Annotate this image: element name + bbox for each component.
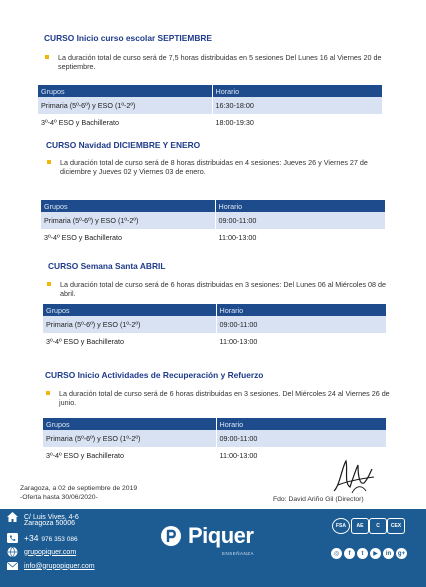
time-cell: 18:00-19:30 xyxy=(212,114,382,131)
time-cell: 11:00-13:00 xyxy=(215,229,385,246)
website-row[interactable] xyxy=(6,546,76,558)
time-cell: 11:00-13:00 xyxy=(216,333,386,350)
table-row xyxy=(38,97,382,114)
brand-name: Piquer xyxy=(188,523,254,548)
offer-line: -Oferta hasta 30/06/2020- xyxy=(20,494,98,501)
table-header-row xyxy=(43,418,386,430)
phone-icon xyxy=(6,532,19,544)
cert-fsa-icon: FSA xyxy=(332,518,350,534)
section-1-bullet xyxy=(45,53,385,72)
group-cell: 3º-4º ESO y Bachillerato xyxy=(38,114,212,131)
address-line2: Zaragoza 50006 xyxy=(24,520,75,527)
section-4-description: La duración total de curso será de 6 horas distribuidas en 3 sesiones. Del Miércoles 24 al Viernes 26 de junio. xyxy=(59,389,390,408)
group-cell: Primaria (5º-6º) y ESO (1º-2º) xyxy=(43,316,216,333)
twitter-icon[interactable]: t xyxy=(357,548,368,559)
schedule-header: Horario xyxy=(215,200,385,212)
cert-cex-icon: CEX xyxy=(387,518,405,534)
table-header-row xyxy=(38,85,382,97)
signature-caption: Fdo: David Ariño Gil (Director) xyxy=(273,496,364,503)
bullet-icon xyxy=(47,282,51,286)
address-line1: C/ Luis Vives, 4-6 xyxy=(24,513,79,521)
section-3-table xyxy=(43,304,386,350)
cert-c-icon: C xyxy=(369,518,387,534)
piquer-p-icon xyxy=(160,525,182,547)
section-1-description: La duración total de curso será de 7,5 horas distribuidas en 5 sesiones Del Lunes 16 al Viernes 20 de septiembre. xyxy=(58,53,382,72)
groups-header: Grupos xyxy=(41,200,215,212)
time-cell: 11:00-13:00 xyxy=(216,447,386,464)
groups-header: Grupos xyxy=(38,85,212,97)
table-row xyxy=(43,333,386,350)
director-signature xyxy=(328,455,378,497)
bullet-icon xyxy=(47,160,51,164)
section-2-bullet xyxy=(47,158,387,177)
brand-subtitle: ENSEÑANZA xyxy=(222,551,255,556)
home-icon xyxy=(6,511,19,523)
section-2-title: CURSO Navidad DICIEMBRE Y ENERO xyxy=(46,140,201,150)
table-header-row xyxy=(43,304,386,316)
googleplus-icon[interactable]: g+ xyxy=(396,548,407,559)
table-row xyxy=(41,212,385,229)
envelope-icon xyxy=(6,560,19,572)
group-cell: Primaria (5º-6º) y ESO (1º-2º) xyxy=(43,430,216,447)
section-3-title: CURSO Semana Santa ABRIL xyxy=(48,261,166,271)
website-link[interactable]: grupopiquer.com xyxy=(24,548,77,556)
email-link[interactable]: info@grupopiquer.com xyxy=(24,562,95,570)
group-cell: 3º-4º ESO y Bachillerato xyxy=(43,333,216,350)
section-1-title: CURSO Inicio curso escolar SEPTIEMBRE xyxy=(44,33,213,43)
section-1-table xyxy=(38,85,382,131)
youtube-icon[interactable]: ▶ xyxy=(370,548,381,559)
section-4-bullet xyxy=(46,389,391,408)
table-row xyxy=(41,229,385,246)
time-cell: 09:00-11:00 xyxy=(215,212,385,229)
groups-header: Grupos xyxy=(43,418,216,430)
group-cell: 3º-4º ESO y Bachillerato xyxy=(43,447,216,464)
facebook-icon[interactable]: f xyxy=(344,548,355,559)
time-cell: 09:00-11:00 xyxy=(216,430,386,447)
section-3-description: La duración total de curso será de 6 horas distribuidas en 3 sesiones: Del Lunes 06 al Miércoles 08 de abril. xyxy=(60,280,387,299)
table-row xyxy=(38,114,382,131)
phone-prefix: +34 xyxy=(24,533,39,543)
linkedin-icon[interactable]: in xyxy=(383,548,394,559)
section-2-description: La duración total de curso será de 8 horas distribuidas en 4 sesiones: Jueves 26 y Viernes 27 de diciembre y Jueves 02 y Viernes 03 de enero. xyxy=(60,158,368,177)
instagram-icon[interactable]: ◎ xyxy=(331,548,342,559)
bullet-icon xyxy=(45,55,49,59)
schedule-header: Horario xyxy=(212,85,382,97)
schedule-header: Horario xyxy=(216,304,386,316)
phone-number: 976 353 086 xyxy=(41,536,78,543)
group-cell: 3º-4º ESO y Bachillerato xyxy=(41,229,215,246)
section-4-title: CURSO Inicio Actividades de Recuperación y Refuerzo xyxy=(45,370,264,380)
phone-row xyxy=(6,532,78,544)
cert-ae-icon: AE xyxy=(351,518,369,534)
schedule-header: Horario xyxy=(216,418,386,430)
group-cell: Primaria (5º-6º) y ESO (1º-2º) xyxy=(38,97,212,114)
piquer-logo xyxy=(160,523,253,549)
table-row xyxy=(43,316,386,333)
time-cell: 09:00-11:00 xyxy=(216,316,386,333)
table-row xyxy=(43,430,386,447)
group-cell: Primaria (5º-6º) y ESO (1º-2º) xyxy=(41,212,215,229)
email-row[interactable] xyxy=(6,560,95,572)
globe-icon xyxy=(6,546,19,558)
date-line: Zaragoza, a 02 de septiembre de 2019 xyxy=(20,485,138,492)
table-header-row xyxy=(41,200,385,212)
time-cell: 16:30-18:00 xyxy=(212,97,382,114)
section-3-bullet xyxy=(47,280,392,299)
bullet-icon xyxy=(46,391,50,395)
section-2-table xyxy=(41,200,385,246)
groups-header: Grupos xyxy=(43,304,216,316)
